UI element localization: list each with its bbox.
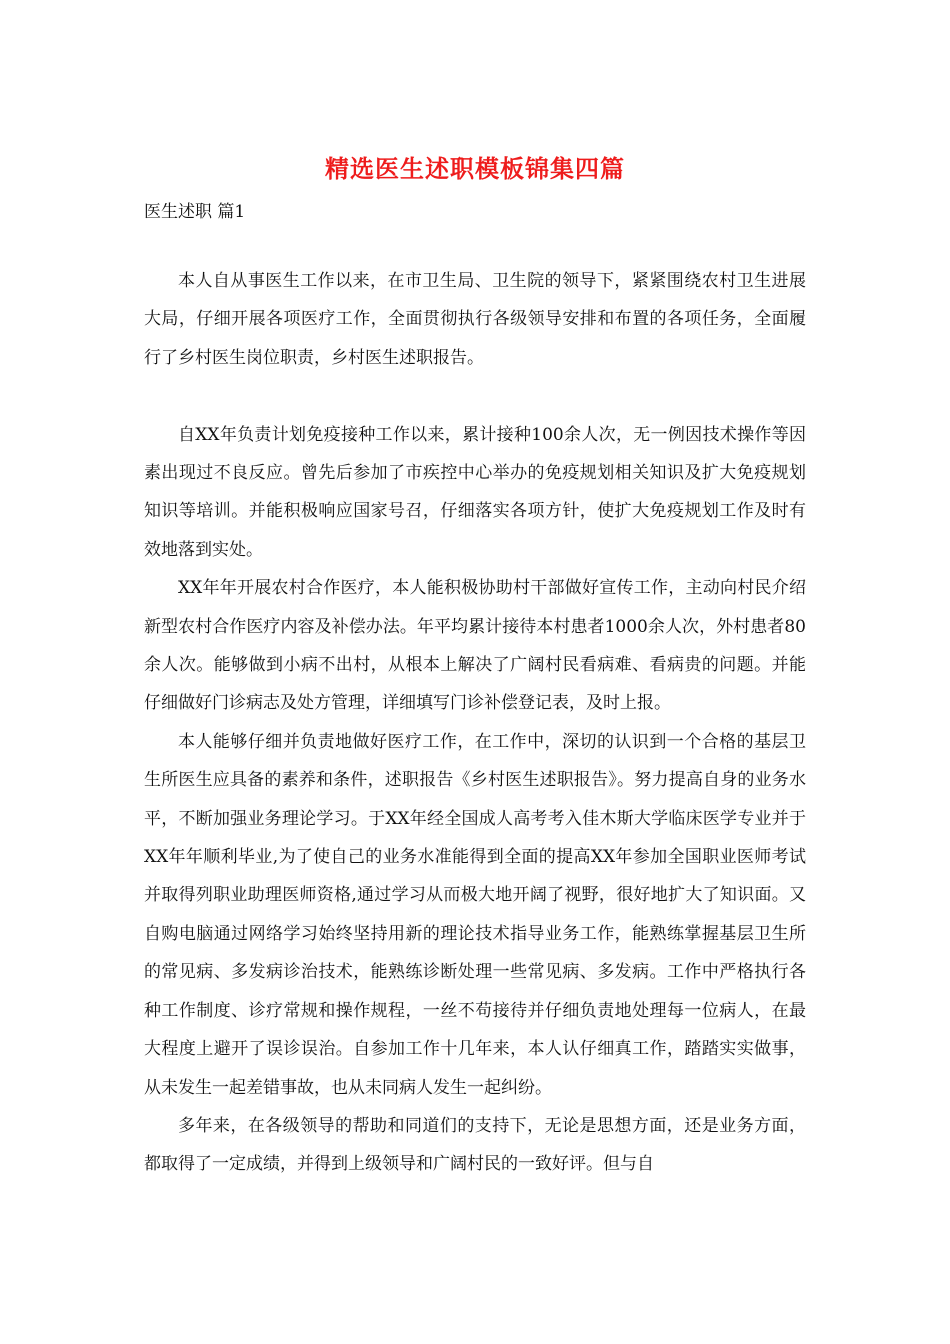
paragraph: 本人能够仔细并负责地做好医疗工作，在工作中，深切的认识到一个合格的基层卫生所医生应具备的素养和条件，述职报告《乡村医生述职报告》。努力提高自身的业务水平，不断加强业务理论学习。于XX年经全国成人高考考入佳木斯大学临床医学专业并于XX年年顺利毕业,为了使自己的业务水准能得到全面的提高XX年参加全国职业医师考试并取得列职业助理医师资格,通过学习从而极大地开阔了视野，很好地扩大了知识面。又自购电脑通过网络学习始终坚持用新的理论技术指导业务工作，能熟练掌握基层卫生所的常见病、多发病诊治技术，能熟练诊断处理一些常见病、多发病。工作中严格执行各种工作制度、诊疗常规和操作规程，一丝不苟接待并仔细负责地处理每一位病人，在最大程度上避开了误诊误治。自参加工作十几年来，本人认仔细真工作，踏踏实实做事，从未发生一起差错事故，也从未同病人发生一起纠纷。 xyxy=(144,731,806,1098)
paragraph: 自XX年负责计划免疫接种工作以来，累计接种100余人次，无一例因技术操作等因素出现过不良反应。曾先后参加了市疾控中心举办的免疫规划相关知识及扩大免疫规划知识等培训。并能积极响应国家号召，仔细落实各项方针，使扩大免疫规划工作及时有效地落到实处。 xyxy=(144,424,806,560)
document-body xyxy=(144,262,806,1184)
document-title: 精选医生述职模板锦集四篇 xyxy=(325,154,625,183)
paragraph-spacer xyxy=(144,377,806,415)
paragraph: XX年年开展农村合作医疗，本人能积极协助村干部做好宣传工作，主动向村民介绍新型农村合作医疗内容及补偿办法。年平均累计接待本村患者1000余人次，外村患者80余人次。能够做到小病不出村，从根本上解决了广阔村民看病难、看病贵的问题。并能仔细做好门诊病志及处方管理，详细填写门诊补偿登记表，及时上报。 xyxy=(144,578,806,714)
paragraph: 本人自从事医生工作以来，在市卫生局、卫生院的领导下，紧紧围绕农村卫生进展大局，仔细开展各项医疗工作，全面贯彻执行各级领导安排和布置的各项任务，全面履行了乡村医生岗位职责，乡村医生述职报告。 xyxy=(144,271,806,368)
paragraph: 多年来，在各级领导的帮助和同道们的支持下，无论是思想方面，还是业务方面，都取得了一定成绩，并得到上级领导和广阔村民的一致好评。但与自 xyxy=(144,1115,806,1175)
section-heading: 医生述职 篇1 xyxy=(144,202,246,222)
